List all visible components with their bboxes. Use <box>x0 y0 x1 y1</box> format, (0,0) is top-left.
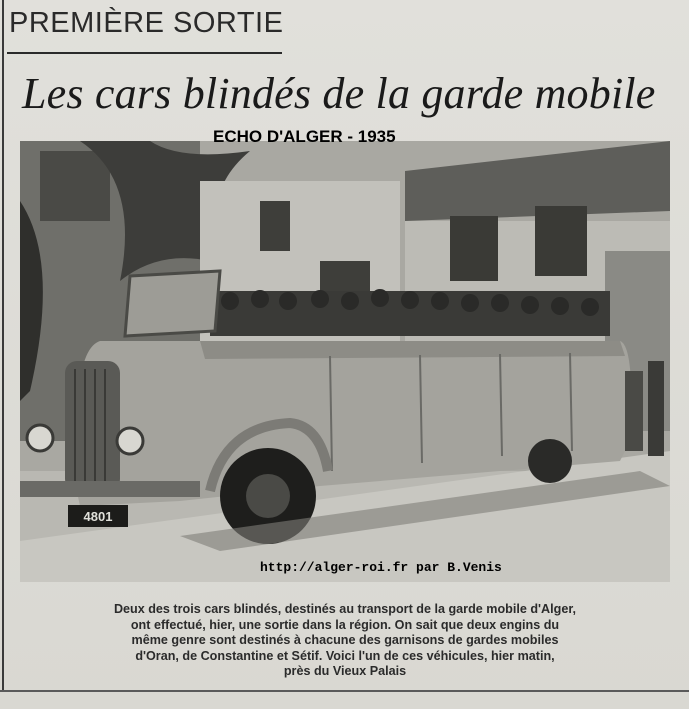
section-label: PREMIÈRE SORTIE <box>9 7 284 39</box>
caption-line: près du Vieux Palais <box>283 664 407 678</box>
column-rule-bottom <box>0 690 689 692</box>
caption-line: d'Oran, de Constantine et Sétif. Voici l'un de ces véhicules, hier matin, <box>135 648 555 663</box>
armored-bus-photo <box>20 141 670 582</box>
caption-line: Deux des trois cars blindés, destinés au transport de la garde mobile d'Alger, <box>113 602 577 616</box>
photo-credit: http://alger-roi.fr par B.Venis <box>260 560 502 575</box>
photo-caption <box>20 602 670 680</box>
headline: Les cars blindés de la garde mobile <box>22 69 656 118</box>
caption-line: ont effectué, hier, une sortie dans la région. On sait que deux engins du <box>130 617 560 632</box>
column-rule-left <box>2 0 4 690</box>
caption-line: même genre sont destinés à chacune des garnisons de gardes mobiles <box>131 633 559 647</box>
license-plate-text: 4801 <box>83 509 113 524</box>
source-stamp: ECHO D'ALGER - 1935 <box>213 127 396 146</box>
section-underline <box>7 52 282 54</box>
